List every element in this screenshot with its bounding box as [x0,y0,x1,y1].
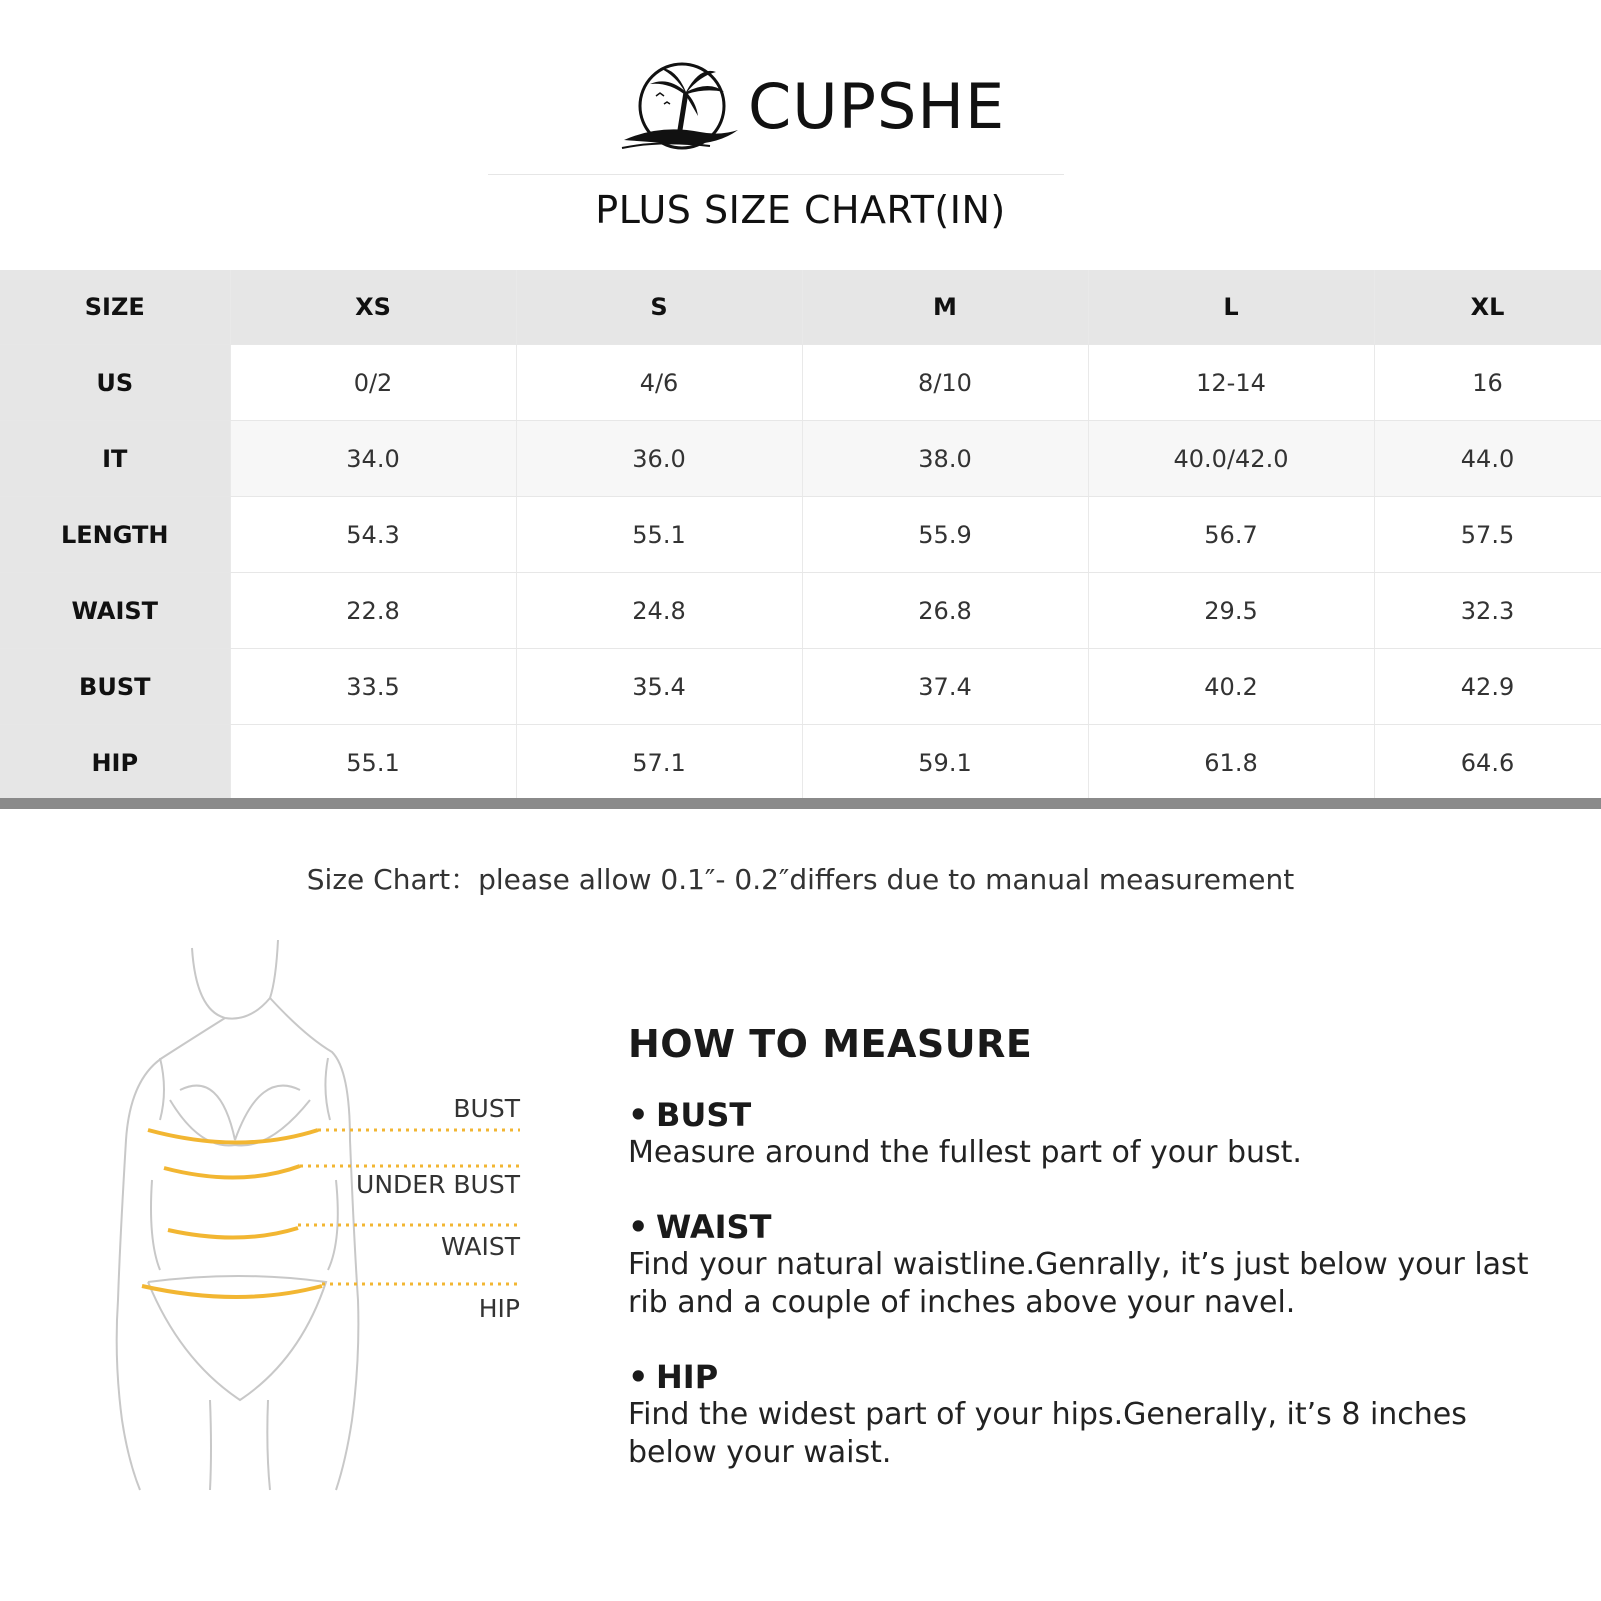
table-row [0,345,1601,421]
chart-title: PLUS SIZE CHART(IN) [595,188,1006,232]
brand-header [0,62,1601,162]
section-text: Find the widest part of your hips.Generally, it’s 8 inches below your waist. [628,1397,1467,1470]
table-cell: 12-14 [1088,345,1374,421]
section-heading: BUST [656,1096,752,1134]
section-waist [628,1208,1558,1322]
table-cell: 40.2 [1088,649,1374,725]
table-cell: 29.5 [1088,573,1374,649]
section-text: Find your natural waistline.Genrally, it’s just below your last rib and a couple of inches above your navel. [628,1247,1529,1320]
table-cell: 57.5 [1374,497,1601,573]
table-cell: 55.9 [802,497,1088,573]
table-cell: 24.8 [516,573,802,649]
body-outline-icon [100,940,540,1500]
table-cell: 40.0/42.0 [1088,421,1374,497]
header-m: M [802,270,1088,345]
table-cell: 34.0 [230,421,516,497]
label-bust: BUST [453,1094,520,1123]
table-cell: 22.8 [230,573,516,649]
table-cell: 64.6 [1374,725,1601,801]
table-cell: 54.3 [230,497,516,573]
table-row [0,649,1601,725]
how-to-measure [628,1022,1558,1508]
section-bust [628,1096,1558,1172]
table-cell: 56.7 [1088,497,1374,573]
table-header-row [0,270,1601,345]
table-row [0,421,1601,497]
bullet-icon: • [628,1358,649,1396]
table-row [0,725,1601,801]
title-divider [488,174,1064,175]
table-cell: 57.1 [516,725,802,801]
table-cell: 33.5 [230,649,516,725]
table-cell: 55.1 [230,725,516,801]
table-cell: 61.8 [1088,725,1374,801]
section-heading: HIP [656,1358,719,1396]
row-label: BUST [0,649,230,725]
table-cell: 32.3 [1374,573,1601,649]
body-measurement-figure [100,940,540,1500]
table-bottom-bar [0,798,1601,809]
label-under-bust: UNDER BUST [356,1170,520,1199]
section-hip [628,1358,1558,1472]
howto-title: HOW TO MEASURE [628,1022,1033,1066]
table-cell: 8/10 [802,345,1088,421]
header-s: S [516,270,802,345]
table-cell: 59.1 [802,725,1088,801]
header-size: SIZE [0,270,230,345]
table-cell: 37.4 [802,649,1088,725]
brand-name: CUPSHE [748,70,1006,143]
table-cell: 42.9 [1374,649,1601,725]
table-cell: 44.0 [1374,421,1601,497]
bullet-icon: • [628,1096,649,1134]
table-cell: 4/6 [516,345,802,421]
row-label: US [0,345,230,421]
table-row [0,497,1601,573]
header-xl: XL [1374,270,1601,345]
header-l: L [1088,270,1374,345]
size-table [0,270,1601,801]
row-label: HIP [0,725,230,801]
row-label: IT [0,421,230,497]
section-heading: WAIST [656,1208,772,1246]
table-cell: 35.4 [516,649,802,725]
row-label: LENGTH [0,497,230,573]
table-cell: 36.0 [516,421,802,497]
bullet-icon: • [628,1208,649,1246]
section-text: Measure around the fullest part of your bust. [628,1135,1302,1170]
table-row [0,573,1601,649]
table-cell: 26.8 [802,573,1088,649]
table-cell: 38.0 [802,421,1088,497]
table-cell: 0/2 [230,345,516,421]
measurement-note: Size Chart：please allow 0.1″- 0.2″differs due to manual measurement [306,863,1295,896]
palm-tree-logo-icon [620,62,740,154]
table-cell: 16 [1374,345,1601,421]
header-xs: XS [230,270,516,345]
label-hip: HIP [478,1294,520,1323]
table-cell: 55.1 [516,497,802,573]
row-label: WAIST [0,573,230,649]
label-waist: WAIST [441,1232,520,1261]
